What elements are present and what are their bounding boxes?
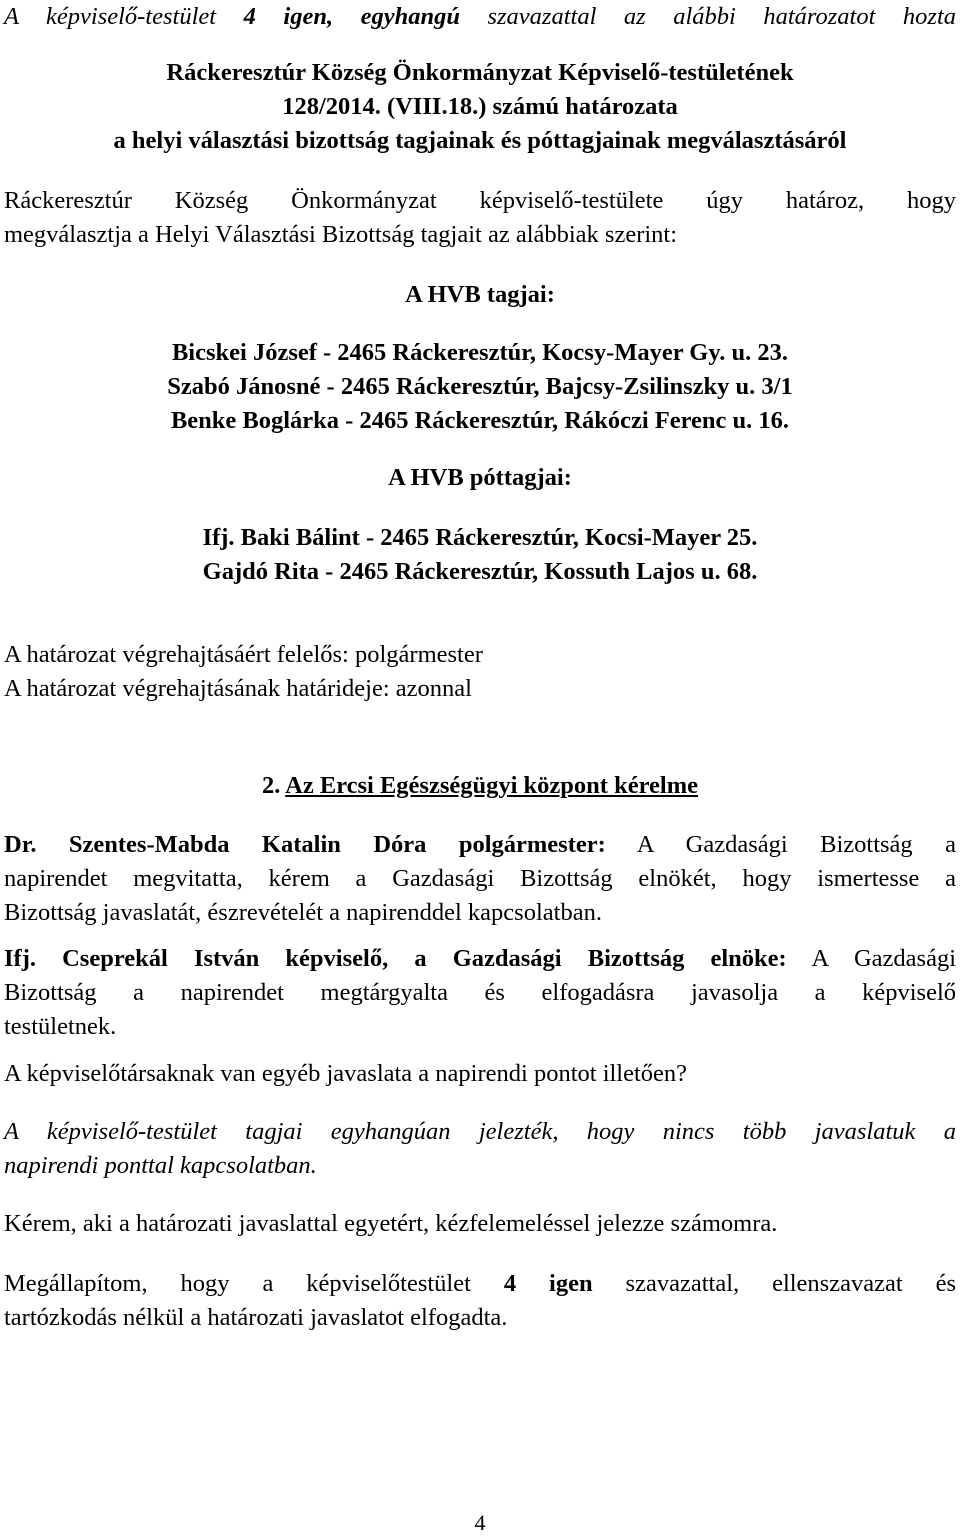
intro-line [4,0,956,34]
agenda-item-title: Az Ercsi Egészségügyi központ kérelme [285,772,698,799]
speaker-mayor: Dr. Szentes-Mabda Katalin Dóra polgármester: [4,831,606,858]
speaker-committee-chair: Ifj. Cseprekál István képviselő, a Gazdasági Bizottság elnöke: [4,945,787,972]
intro-text-end: szavazattal az alábbi határozatot hozta [459,3,957,30]
member-1: Bicskei József - 2465 Ráckeresztúr, Kocsy-Mayer Gy. u. 23. [171,339,789,366]
para4-line2: napirendi ponttal kapcsolatban. [4,1152,317,1179]
member-2: Szabó Jánosné - 2465 Ráckeresztúr, Bajcsy-Zsilinszky u. 3/1 [167,373,793,400]
alternate-2: Gajdó Rita - 2465 Ráckeresztúr, Kossuth Lajos u. 68. [202,558,758,585]
para5: Kérem, aki a határozati javaslattal egyetért, kézfelemeléssel jelezze számomra. [4,1210,778,1237]
members-heading: A HVB tagjai: [405,281,555,308]
para6-text-end: szavazattal, ellenszavazat és [592,1270,956,1297]
para1-line2: napirendet megvitatta, kérem a Gazdasági Bizottság elnökét, hogy ismertesse a [4,865,956,892]
para6-line1 [4,1267,956,1301]
resolution-body-1: Ráckeresztúr Község Önkormányzat képviselő-testülete úgy határoz, hogy [4,187,956,214]
intro-text: A képviselő-testület [4,3,244,30]
agenda-item-2 [4,769,956,803]
page-number: 4 [474,1510,486,1535]
para2-text: A Gazdasági [786,945,956,972]
para6-vote-count: 4 igen [503,1270,593,1297]
para1-text: A Gazdasági Bizottság a [605,831,956,858]
resolution-title-2: 128/2014. (VIII.18.) számú határozata [282,93,678,120]
deadline-line: A határozat végrehajtásának határideje: azonnal [4,675,472,702]
alternates-heading: A HVB póttagjai: [388,464,572,491]
responsible-line: A határozat végrehajtásáért felelős: polgármester [4,641,483,668]
para6-text: Megállapítom, hogy a képviselőtestület [4,1270,504,1297]
alternate-1: Ifj. Baki Bálint - 2465 Ráckeresztúr, Kocsi-Mayer 25. [202,524,758,551]
member-3: Benke Boglárka - 2465 Ráckeresztúr, Rákóczi Ferenc u. 16. [170,407,790,434]
intro-vote-count: 4 igen, egyhangú [243,3,460,30]
para1-line3: Bizottság javaslatát, észrevételét a napirenddel kapcsolatban. [4,899,602,926]
para2-line2: Bizottság a napirendet megtárgyalta és elfogadásra javasolja a képviselő [4,979,956,1006]
para6-line2: tartózkodás nélkül a határozati javaslatot elfogadta. [4,1304,508,1331]
para1-line1 [4,828,956,862]
resolution-title-1: Ráckeresztúr Község Önkormányzat Képviselő-testületének [166,59,794,86]
resolution-body-2: megválasztja a Helyi Választási Bizottság tagjait az alábbiak szerint: [4,221,678,248]
para3: A képviselőtársaknak van egyéb javaslata a napirendi pontot illetően? [4,1060,688,1087]
para4-line1: A képviselő-testület tagjai egyhangúan jelezték, hogy nincs több javaslatuk a [4,1118,956,1145]
para2-line1 [4,942,956,976]
resolution-title-3: a helyi választási bizottság tagjainak és póttagjainak megválasztásáról [113,127,847,154]
agenda-item-number: 2. [262,772,286,799]
para2-line3: testületnek. [4,1013,117,1040]
